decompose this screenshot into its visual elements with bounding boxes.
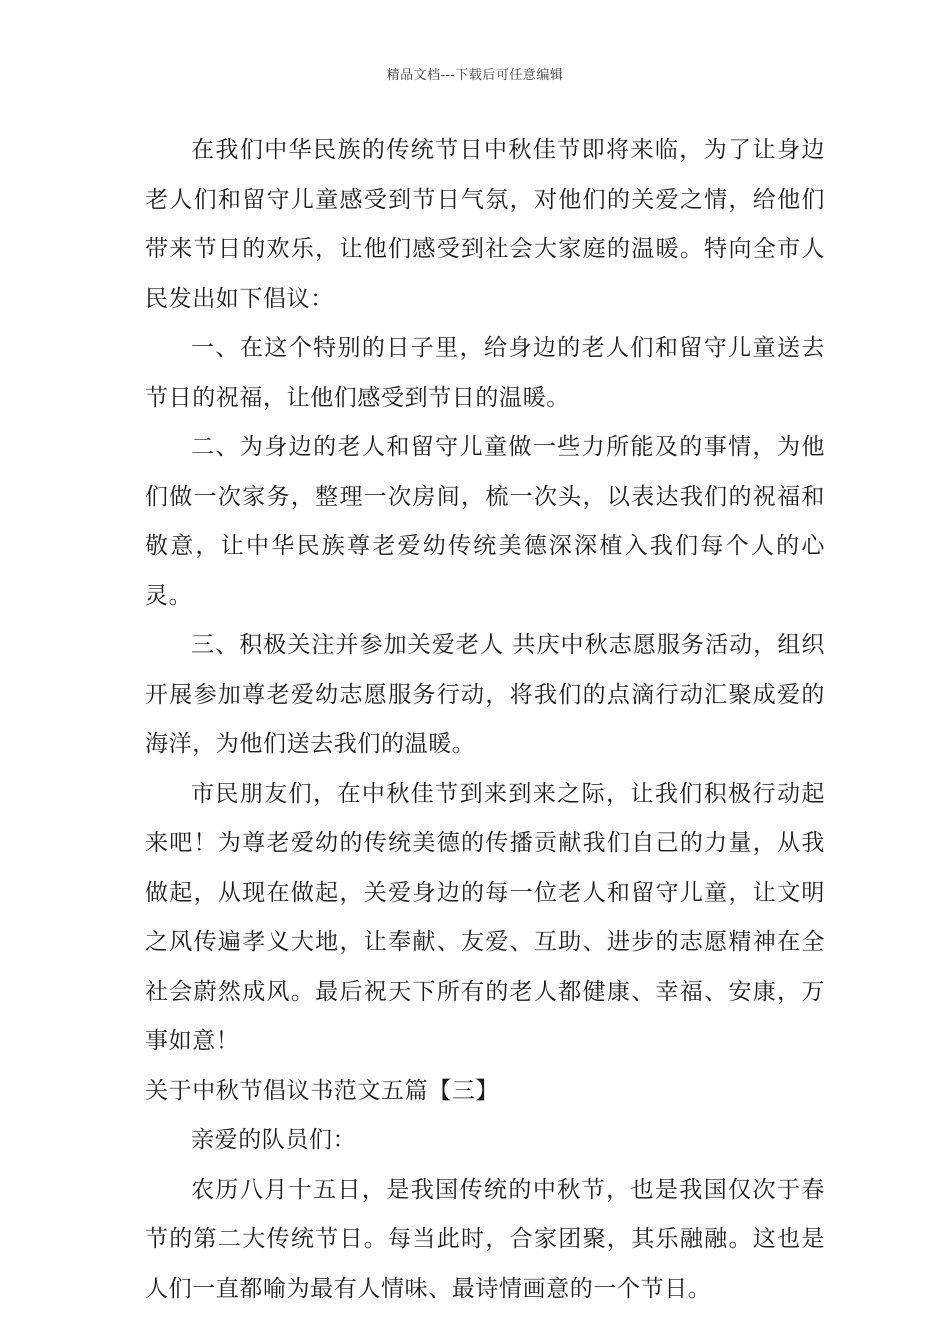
greeting: 亲爱的队员们： <box>191 1127 357 1153</box>
paragraph-closing: 市民朋友们，在中秋佳节到来到来之际，让我们积极行动起来吧！为尊老爱幼的传统美德的传播贡献我们自己的力量，从我做起，从现在做起，关爱身边的每一位老人和留守儿童，让文明之风传遍孝义大地，让奉献、友爱、互助、进步的志愿精神在全社会蔚然成风。最后祝天下所有的老人都健康、幸福、安康，万事如意！ <box>145 780 825 1054</box>
paragraph-final: 农历八月十五日，是我国传统的中秋节，也是我国仅次于春节的第二大传统节日。每当此时，合家团聚，其乐融融。这也是人们一直都喻为最有人情味、最诗情画意的一个节日。 <box>145 1176 825 1302</box>
paragraph-proposal-2: 二、为身边的老人和留守儿童做一些力所能及的事情，为他们做一次家务，整理一次房间，梳一次头，以表达我们的祝福和敬意，让中华民族尊老爱幼传统美德深深植入我们每个人的心灵。 <box>145 434 825 609</box>
document-body <box>145 126 825 1314</box>
paragraph-proposal-3: 三、积极关注并参加关爱老人 共庆中秋志愿服务活动，组织开展参加尊老爱幼志愿服务行动，将我们的点滴行动汇聚成爱的海洋，为他们送去我们的温暖。 <box>145 632 825 757</box>
paragraph-proposal-1: 一、在这个特别的日子里，给身边的老人们和留守儿童送去节日的祝福，让他们感受到节日的温暖。 <box>145 335 825 411</box>
section-title: 关于中秋节倡议书范文五篇【三】 <box>145 1077 499 1104</box>
page-header: 精品文档---下载后可任意编辑 <box>386 68 564 83</box>
paragraph-intro: 在我们中华民族的传统节日中秋佳节即将来临，为了让身边老人们和留守儿童感受到节日气氛，对他们的关爱之情，给他们带来节日的欢乐，让他们感受到社会大家庭的温暖。特向全市人民发出如下倡议： <box>145 137 825 312</box>
